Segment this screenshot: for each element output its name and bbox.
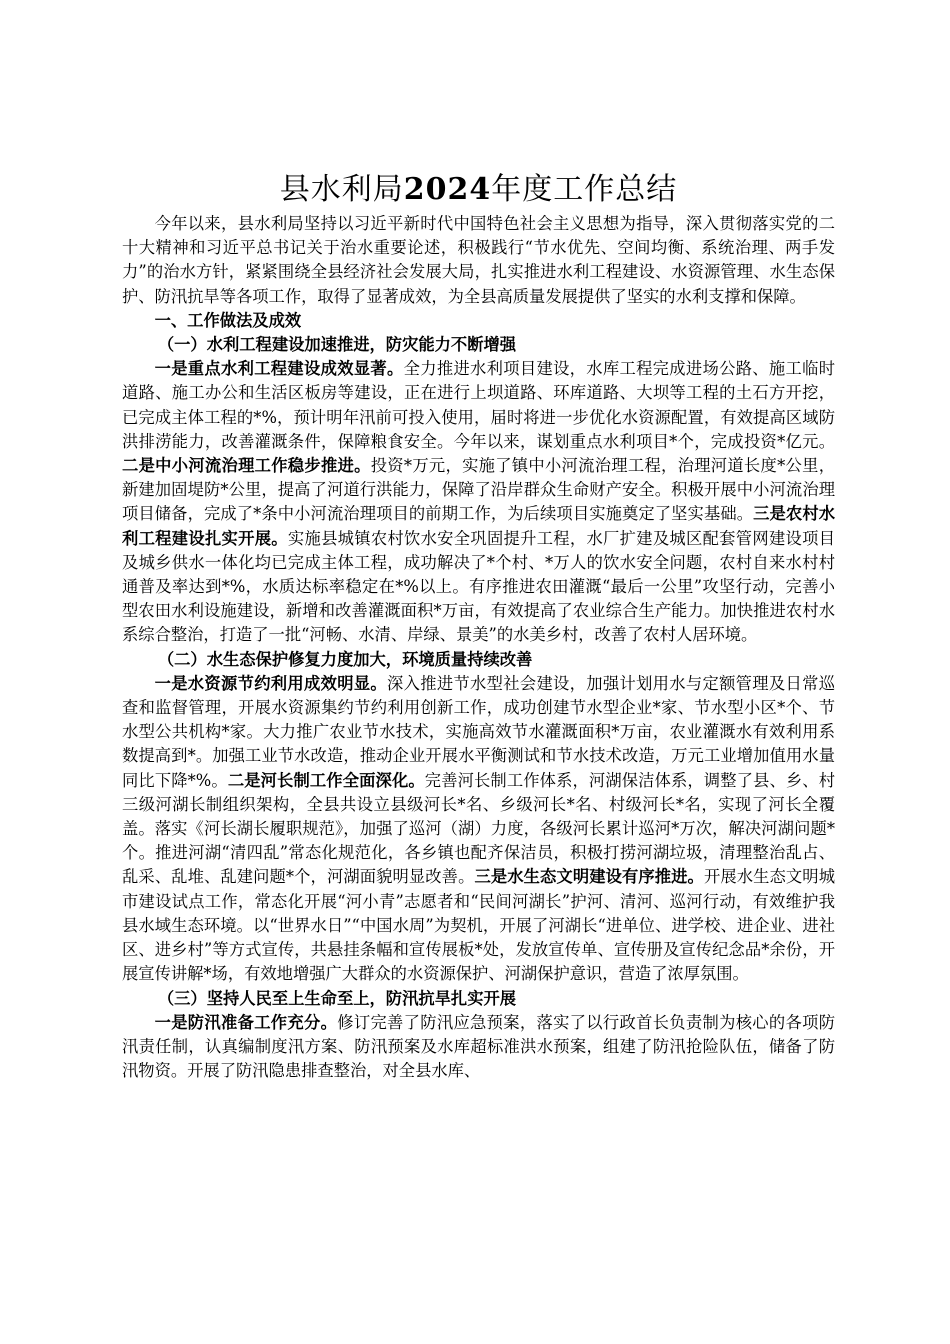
title-year: 2024 bbox=[403, 172, 492, 207]
paragraph-flood-control bbox=[122, 1011, 835, 1084]
section-heading-1: 一、工作做法及成效 bbox=[154, 310, 302, 330]
subsection-heading-1: （一）水利工程建设加速推进，防灾能力不断增强 bbox=[157, 335, 517, 355]
lead-river-chief: 二是河长制工作全面深化。 bbox=[227, 770, 425, 790]
lead-water-saving: 一是水资源节约利用成效明显。 bbox=[154, 673, 388, 693]
text-key-projects: 全力推进水利项目建设，水库工程完成进场公路、施工临时道路、施工办公和生活区板房等建设，正在进行上坝道路、环库道路、大坝等工程的土石方开挖，已完成主体工程的*%，预计明年汛前可投入使用，届时将进一步优化水资源配置，有效提高区域防洪排涝能力，改善灌溉条件，保障粮食安全。今年以来，谋划重点水利项目*个，完成投资*亿元。 bbox=[122, 359, 835, 451]
paragraph-ecology bbox=[122, 672, 835, 987]
text-river-governance: 投资*万元，实施了镇中小河流治理工程，治理河道长度*公里，新建加固堤防*公里，提高了河道行洪能力，保障了沿岸群众生命财产安全。积极开展中小河流治理项目储备，完成了*条中小河流治理项目的前期工作，为后续项目实施奠定了坚实基础。 bbox=[122, 456, 835, 524]
title-prefix: 县水利局 bbox=[279, 172, 404, 207]
lead-key-projects: 一是重点水利工程建设成效显著。 bbox=[154, 359, 404, 379]
lead-rural-water: 三是农村水利工程建设扎实开展。 bbox=[122, 504, 835, 548]
document-title bbox=[122, 170, 835, 210]
subsection-heading-3: （三）坚持人民至上生命至上，防汛抗旱扎实开展 bbox=[157, 988, 517, 1008]
paragraph-engineering bbox=[122, 357, 835, 647]
title-suffix: 年度工作总结 bbox=[491, 172, 678, 207]
lead-river-governance: 二是中小河流治理工作稳步推进。 bbox=[122, 456, 371, 476]
text-eco-civilization: 开展水生态文明城市建设试点工作，常态化开展“河小青”志愿者和“民间河湖长”护河、清河、巡河行动，有效维护我县水域生态环境。以“世界水日”“中国水周”为契机，开展了河湖长“进单位、进学校、进企业、进社区、进乡村”等方式宣传，共悬挂条幅和宣传展板*处，发放宣传单、宣传册及宣传纪念品*余份，开展宣传讲解*场，有效地增强广大群众的水资源保护、河湖保护意识，营造了浓厚氛围。 bbox=[122, 867, 835, 984]
document-page bbox=[122, 170, 835, 1083]
text-flood-prep: 修订完善了防汛应急预案，落实了以行政首长负责制为核心的各项防汛责任制，认真编制度汛方案、防汛预案及水库超标准洪水预案，组建了防汛抢险队伍，储备了防汛物资。开展了防汛隐患排查整治，对全县水库、 bbox=[122, 1012, 835, 1081]
intro-paragraph: 今年以来，县水利局坚持以习近平新时代中国特色社会主义思想为指导，深入贯彻落实党的二十大精神和习近平总书记关于治水重要论述，积极践行“节水优先、空间均衡、系统治理、两手发力”的治水方针，紧紧围绕全县经济社会发展大局，扎实推进水利工程建设、水资源管理、水生态保护、防汛抗旱等各项工作，取得了显著成效，为全县高质量发展提供了坚实的水利支撑和保障。 bbox=[122, 214, 835, 306]
text-river-chief: 完善河长制工作体系，河湖保洁体系，调整了县、乡、村三级河湖长制组织架构，全县共设立县级河长*名、乡级河长*名、村级河长*名，实现了河长全覆盖。落实《河长湖长履职规范》，加强了巡河（湖）力度，各级河长累计巡河*万次，解决河湖问题*个。推进河湖“清四乱”常态化规范化，各乡镇也配齐保洁员，积极打捞河湖垃圾，清理整治乱占、乱采、乱堆、乱建问题*个，河湖面貌明显改善。 bbox=[122, 770, 835, 887]
lead-eco-civilization: 三是水生态文明建设有序推进。 bbox=[474, 867, 704, 887]
text-rural-water: 实施县城镇农村饮水安全巩固提升工程，水厂扩建及城区配套管网建设项目及城乡供水一体化均已完成主体工程，成功解决了*个村、*万人的饮水安全问题，农村自来水村村通普及率达到*%，水质达标率稳定在*%以上。有序推进农田灌溉“最后一公里”攻坚行动，完善小型农田水利设施建设，新增和改善灌溉面积*万亩，有效提高了农业综合生产能力。加快推进农村水系综合整治，打造了一批“河畅、水清、岸绿、景美”的水美乡村，改善了农村人居环境。 bbox=[122, 528, 835, 645]
lead-flood-prep: 一是防汛准备工作充分。 bbox=[154, 1012, 338, 1032]
text-water-saving: 深入推进节水型社会建设，加强计划用水与定额管理及日常巡查和监督管理，开展水资源集约节约利用创新工作，成功创建节水型企业*家、节水型小区*个、节水型公共机构*家。大力推广农业节水技术，实施高效节水灌溉面积*万亩，农业灌溉水有效利用系数提高到*。加强工业节水改造，推动企业开展水平衡测试和节水技术改造，万元工业增加值用水量同比下降*%。 bbox=[122, 673, 835, 790]
subsection-heading-2: （二）水生态保护修复力度加大，环境质量持续改善 bbox=[157, 649, 533, 669]
